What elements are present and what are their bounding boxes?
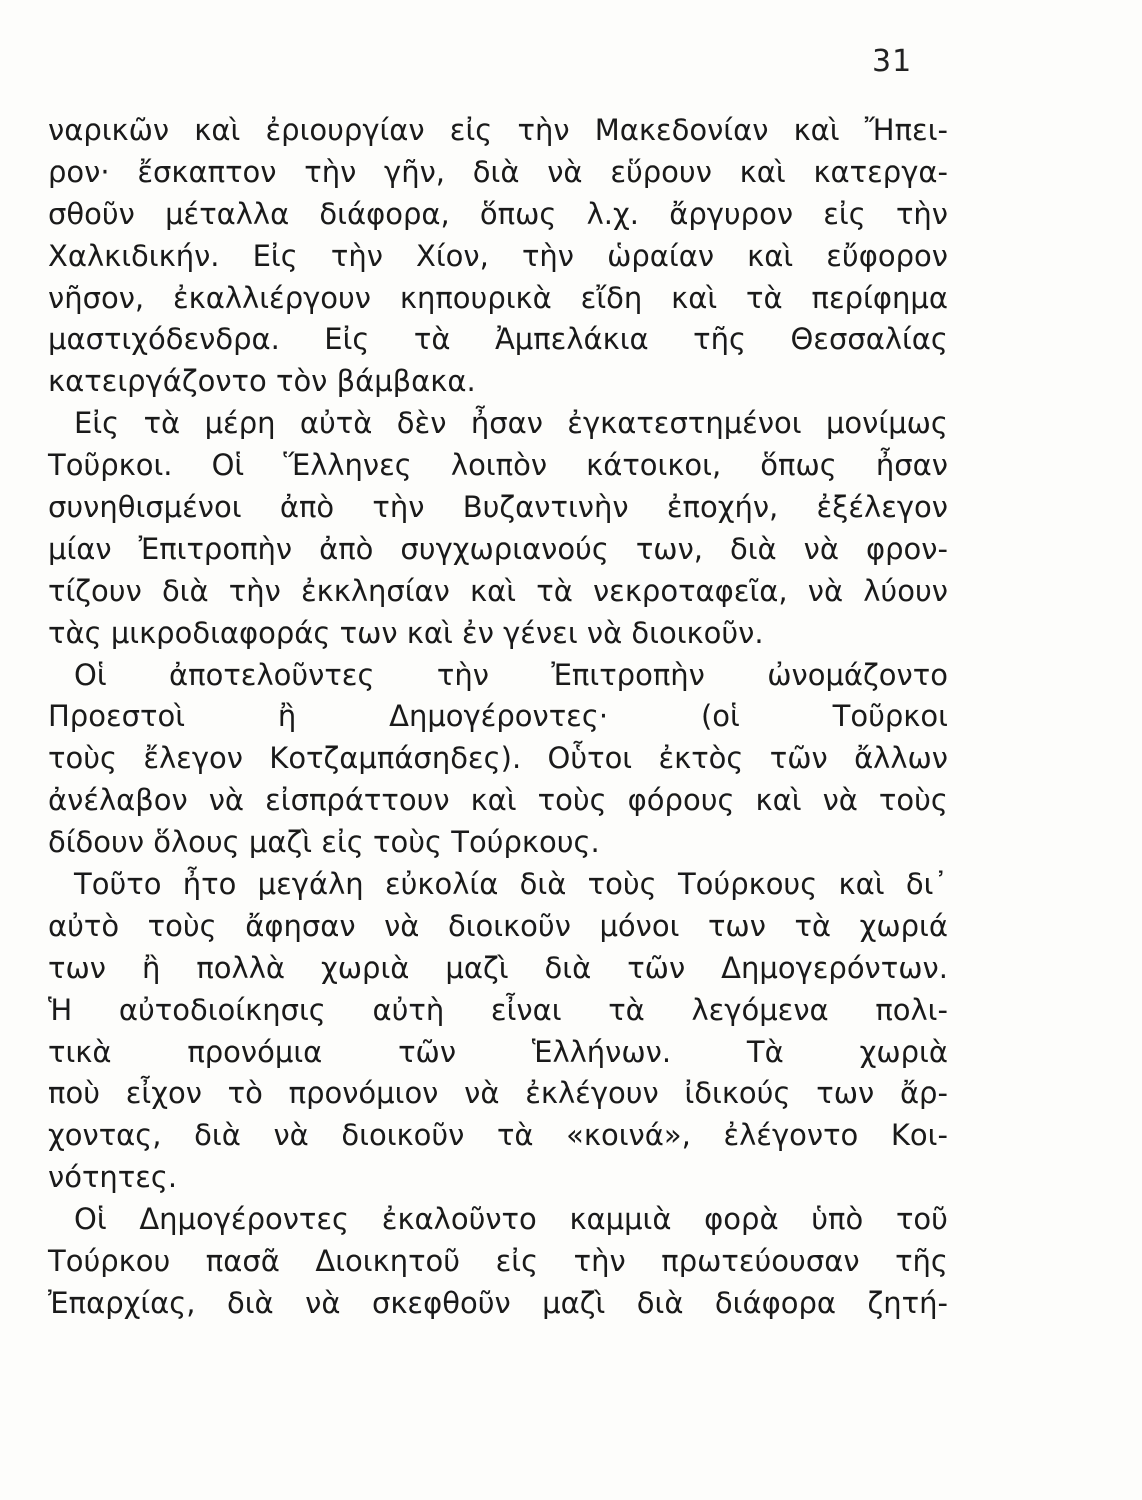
text-line: των ἢ πολλὰ χωριὰ μαζὶ διὰ τῶν Δημογερόντων. (48, 950, 948, 985)
text-line: ἀνέλαβον νὰ εἰσπράττουν καὶ τοὺς φόρους καὶ νὰ τοὺς (48, 783, 948, 818)
text-line: μίαν Ἐπιτροπὴν ἀπὸ συγχωριανούς των, διὰ νὰ φρον- (48, 531, 948, 566)
text-line: αὐτὸ τοὺς ἄφησαν νὰ διοικοῦν μόνοι των τὰ χωριά (48, 908, 948, 943)
text-line: Τούρκου πασᾶ Διοικητοῦ εἰς τὴν πρωτεύουσαν τῆς (48, 1244, 948, 1279)
text-line: Τοῦρκοι. Οἱ Ἕλληνες λοιπὸν κάτοικοι, ὅπως ἦσαν (48, 448, 948, 483)
text-line: Τοῦτο ἦτο μεγάλη εὐκολία διὰ τοὺς Τούρκους καὶ δι᾿ (74, 867, 948, 902)
text-line: ναρικῶν καὶ ἐριουργίαν εἰς τὴν Μακεδονίαν καὶ Ἤπει- (48, 113, 948, 147)
text-line: Χαλκιδικήν. Εἰς τὴν Χίον, τὴν ὡραίαν καὶ εὔφορον (48, 238, 948, 273)
text-line: τοὺς ἔλεγον Κοτζαμπάσηδες). Οὗτοι ἐκτὸς τῶν ἄλλων (48, 741, 948, 776)
text-line: σθοῦν μέταλλα διάφορα, ὅπως λ.χ. ἄργυρον εἰς τὴν (48, 196, 948, 231)
text-line: δίδουν ὅλους μαζὶ εἰς τοὺς Τούρκους. (48, 825, 600, 860)
text-line: κατειργάζοντο τὸν βάμβακα. (48, 364, 476, 399)
body-text (48, 110, 948, 1325)
text-line: χοντας, διὰ νὰ διοικοῦν τὰ «κοινά», ἐλέγοντο Κοι- (48, 1118, 948, 1153)
page-number: 31 (872, 44, 913, 79)
text-line: Οἱ Δημογέροντες ἐκαλοῦντο καμμιὰ φορὰ ὑπὸ τοῦ (74, 1202, 948, 1237)
text-line: μαστιχόδενδρα. Εἰς τὰ Ἀμπελάκια τῆς Θεσσαλίας (48, 322, 948, 357)
text-line: Ἡ αὐτοδιοίκησις αὐτὴ εἶναι τὰ λεγόμενα πολι- (48, 992, 948, 1027)
text-line: Εἰς τὰ μέρη αὐτὰ δὲν ἦσαν ἐγκατεστημένοι μονίμως (74, 406, 948, 441)
text-line: τὰς μικροδιαφοράς των καὶ ἐν γένει νὰ διοικοῦν. (48, 615, 764, 650)
text-line: Οἱ ἀποτελοῦντες τὴν Ἐπιτροπὴν ὠνομάζοντο (74, 657, 948, 692)
text-line: νότητες. (48, 1160, 178, 1195)
text-line: ρον· ἔσκαπτον τὴν γῆν, διὰ νὰ εὕρουν καὶ κατεργα- (48, 154, 948, 189)
text-line: τίζουν διὰ τὴν ἐκκλησίαν καὶ τὰ νεκροταφεῖα, νὰ λύουν (48, 573, 948, 608)
text-line: Ἐπαρχίας, διὰ νὰ σκεφθοῦν μαζὶ διὰ διάφορα ζητή- (48, 1285, 948, 1320)
text-line: νῆσον, ἐκαλλιέργουν κηπουρικὰ εἴδη καὶ τὰ περίφημα (48, 280, 948, 315)
text-line: ποὺ εἶχον τὸ προνόμιον νὰ ἐκλέγουν ἰδικούς των ἄρ- (48, 1076, 948, 1111)
text-line: συνηθισμένοι ἀπὸ τὴν Βυζαντινὴν ἐποχήν, ἐξέλεγον (48, 490, 948, 525)
text-line: τικὰ προνόμια τῶν Ἑλλήνων. Τὰ χωριὰ (48, 1034, 948, 1069)
text-line: Προεστοὶ ἢ Δημογέροντες· (οἱ Τοῦρκοι (48, 699, 948, 734)
